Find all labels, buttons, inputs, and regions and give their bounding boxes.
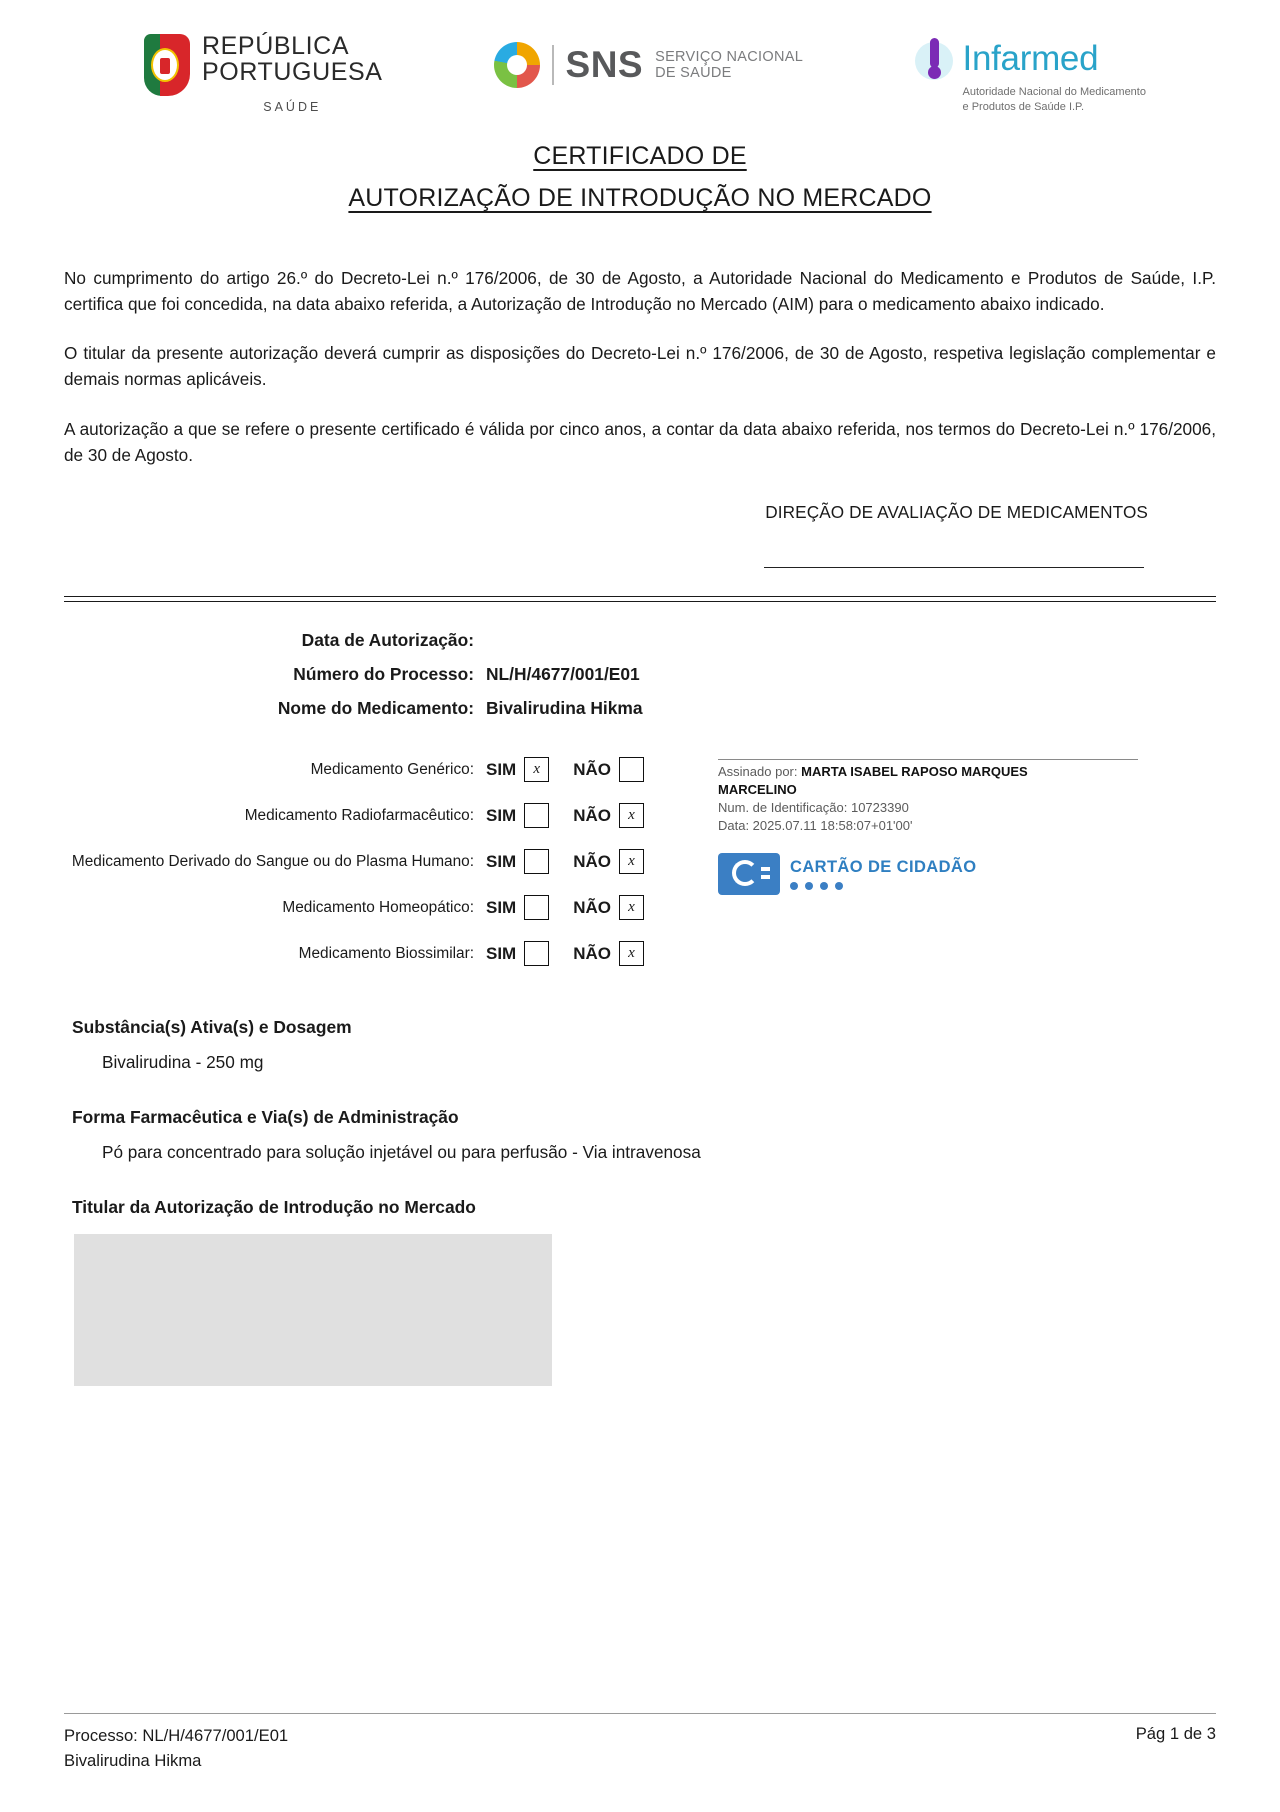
yes-label: SIM xyxy=(486,851,517,871)
footer-page-number: Pág 1 de 3 xyxy=(1135,1724,1216,1744)
checkbox-yes[interactable] xyxy=(524,849,549,874)
cartao-cidadao-dots xyxy=(790,882,976,890)
signer-id: Num. de Identificação: 10723390 xyxy=(718,799,909,815)
section-text-active-substance: Bivalirudina - 250 mg xyxy=(102,1051,264,1072)
field-row xyxy=(64,664,1216,685)
check-yes-derivado-sangue[interactable] xyxy=(486,849,549,874)
yes-label: SIM xyxy=(486,805,517,825)
signature-line xyxy=(764,567,1144,568)
signer-name-line2: MARCELINO xyxy=(718,781,797,797)
no-label: NÃO xyxy=(573,943,612,963)
signed-by-label: Assinado por: xyxy=(718,763,798,779)
check-no-biossimilar[interactable] xyxy=(573,941,644,966)
field-label-process-number: Número do Processo: xyxy=(293,663,474,684)
infarmed-mark-icon xyxy=(915,36,955,82)
checkbox-no[interactable]: x xyxy=(619,803,644,828)
check-no-radiofarmaceutico[interactable] xyxy=(573,803,644,828)
check-row-derivado-sangue xyxy=(64,845,704,879)
checkbox-no[interactable]: x xyxy=(619,895,644,920)
section-marketing-authorisation-holder xyxy=(64,1197,1216,1386)
yes-label: SIM xyxy=(486,897,517,917)
check-yes-homeopatico[interactable] xyxy=(486,895,549,920)
infarmed-wordmark: Infarmed xyxy=(962,39,1099,78)
checkbox-yes[interactable] xyxy=(524,941,549,966)
issuing-department: DIREÇÃO DE AVALIAÇÃO DE MEDICAMENTOS xyxy=(765,501,1148,522)
sns-sub-line2: DE SAÚDE xyxy=(655,65,732,81)
field-value-process-number: NL/H/4677/001/E01 xyxy=(486,663,640,684)
section-active-substance xyxy=(64,1017,1216,1073)
footer-process: Processo: NL/H/4677/001/E01 xyxy=(64,1726,289,1746)
intro-paragraphs xyxy=(64,265,1216,468)
section-heading-active-substance: Substância(s) Ativa(s) e Dosagem xyxy=(72,1016,352,1037)
republica-line2: PORTUGUESA xyxy=(202,57,383,86)
yes-label: SIM xyxy=(486,943,517,963)
check-label-radiofarmaceutico: Medicamento Radiofarmacêutico: xyxy=(244,806,474,824)
check-label-derivado-sangue: Medicamento Derivado do Sangue ou do Plasma Humano: xyxy=(71,852,474,870)
check-row-biossimilar xyxy=(64,937,704,971)
cartao-cidadao-label: CARTÃO DE CIDADÃO xyxy=(790,857,977,876)
field-value-medicine-name: Bivalirudina Hikma xyxy=(486,697,643,718)
certificate-fields xyxy=(64,630,1216,719)
signature-date: Data: 2025.07.11 18:58:07+01'00' xyxy=(718,817,913,833)
sns-logo xyxy=(494,42,803,88)
check-yes-biossimilar[interactable] xyxy=(486,941,549,966)
no-label: NÃO xyxy=(573,851,612,871)
sns-wordmark: SNS xyxy=(565,44,644,85)
check-no-homeopatico[interactable] xyxy=(573,895,644,920)
section-heading-pharmaceutical-form: Forma Farmacêutica e Via(s) de Administração xyxy=(72,1106,459,1127)
check-row-generico xyxy=(64,753,704,787)
title-line-2: AUTORIZAÇÃO DE INTRODUÇÃO NO MERCADO xyxy=(348,184,932,212)
title-line-1: CERTIFICADO DE xyxy=(533,142,747,170)
portuguese-shield-icon xyxy=(144,34,190,96)
check-label-biossimilar: Medicamento Biossimilar: xyxy=(298,944,474,962)
section-heading-holder: Titular da Autorização de Introdução no Mercado xyxy=(72,1196,476,1217)
field-label-authorization-date: Data de Autorização: xyxy=(301,629,474,650)
document-title xyxy=(64,142,1216,213)
classification-table xyxy=(64,753,704,983)
paragraph-1: No cumprimento do artigo 26.º do Decreto-Lei n.º 176/2006, de 30 de Agosto, a Autoridade Nacional do Medicamento e Produtos de Saúde, I.P. certifica que foi concedida, na data abaixo referida, a Autorização de Introdução no Mercado (AIM) para o medicamento abaixo indicado. xyxy=(64,268,1216,315)
infarmed-logo xyxy=(915,36,1146,115)
check-yes-generico[interactable] xyxy=(486,757,549,782)
check-row-homeopatico xyxy=(64,891,704,925)
paragraph-3: A autorização a que se refere o presente certificado é válida por cinco anos, a contar da data abaixo referida, nos termos do Decreto-Lei n.º 176/2006, de 30 de Agosto. xyxy=(64,418,1216,465)
republica-portuguesa-logo xyxy=(144,34,383,114)
signer-name-line1: MARTA ISABEL RAPOSO MARQUES xyxy=(801,763,1028,779)
field-row xyxy=(64,698,1216,719)
check-no-generico[interactable] xyxy=(573,757,644,782)
section-divider xyxy=(64,596,1216,602)
yes-label: SIM xyxy=(486,759,517,779)
checkbox-no[interactable] xyxy=(619,757,644,782)
footer-medicine: Bivalirudina Hikma xyxy=(64,1751,202,1771)
infarmed-sub-line1: Autoridade Nacional do Medicamento xyxy=(962,86,1146,98)
check-label-homeopatico: Medicamento Homeopático: xyxy=(282,898,474,916)
check-no-derivado-sangue[interactable] xyxy=(573,849,644,874)
sns-divider xyxy=(552,45,554,85)
republica-line1: REPÚBLICA xyxy=(202,32,350,60)
infarmed-sub-line2: e Produtos de Saúde I.P. xyxy=(962,100,1085,113)
no-label: NÃO xyxy=(573,759,612,779)
page-footer xyxy=(64,1713,1216,1774)
digital-signature-stamp xyxy=(718,753,1138,983)
checkbox-no[interactable]: x xyxy=(619,941,644,966)
sns-sub-line1: SERVIÇO NACIONAL xyxy=(655,48,804,65)
field-label-medicine-name: Nome do Medicamento: xyxy=(277,697,474,718)
cartao-cidadao-icon xyxy=(718,853,780,895)
section-pharmaceutical-form xyxy=(64,1107,1216,1163)
check-row-radiofarmaceutico xyxy=(64,799,704,833)
classification-and-signature xyxy=(64,753,1216,983)
section-text-pharmaceutical-form: Pó para concentrado para solução injetável ou para perfusão - Via intravenosa xyxy=(102,1141,701,1162)
republica-line3: SAÚDE xyxy=(263,100,322,114)
cartao-cidadao-badge xyxy=(718,853,1138,895)
checkbox-yes[interactable]: x xyxy=(524,757,549,782)
check-label-generico: Medicamento Genérico: xyxy=(310,760,474,778)
checkbox-yes[interactable] xyxy=(524,895,549,920)
field-row xyxy=(64,630,1216,651)
logo-header xyxy=(64,0,1216,120)
no-label: NÃO xyxy=(573,805,612,825)
checkbox-no[interactable]: x xyxy=(619,849,644,874)
paragraph-2: O titular da presente autorização deverá cumprir as disposições do Decreto-Lei n.º 176/2006, de 30 de Agosto, respetiva legislação complementar e demais normas aplicáveis. xyxy=(64,343,1216,390)
holder-redacted-box xyxy=(74,1234,552,1386)
check-yes-radiofarmaceutico[interactable] xyxy=(486,803,549,828)
sns-mark-icon xyxy=(494,42,540,88)
footer-divider xyxy=(64,1713,1216,1714)
checkbox-yes[interactable] xyxy=(524,803,549,828)
no-label: NÃO xyxy=(573,897,612,917)
